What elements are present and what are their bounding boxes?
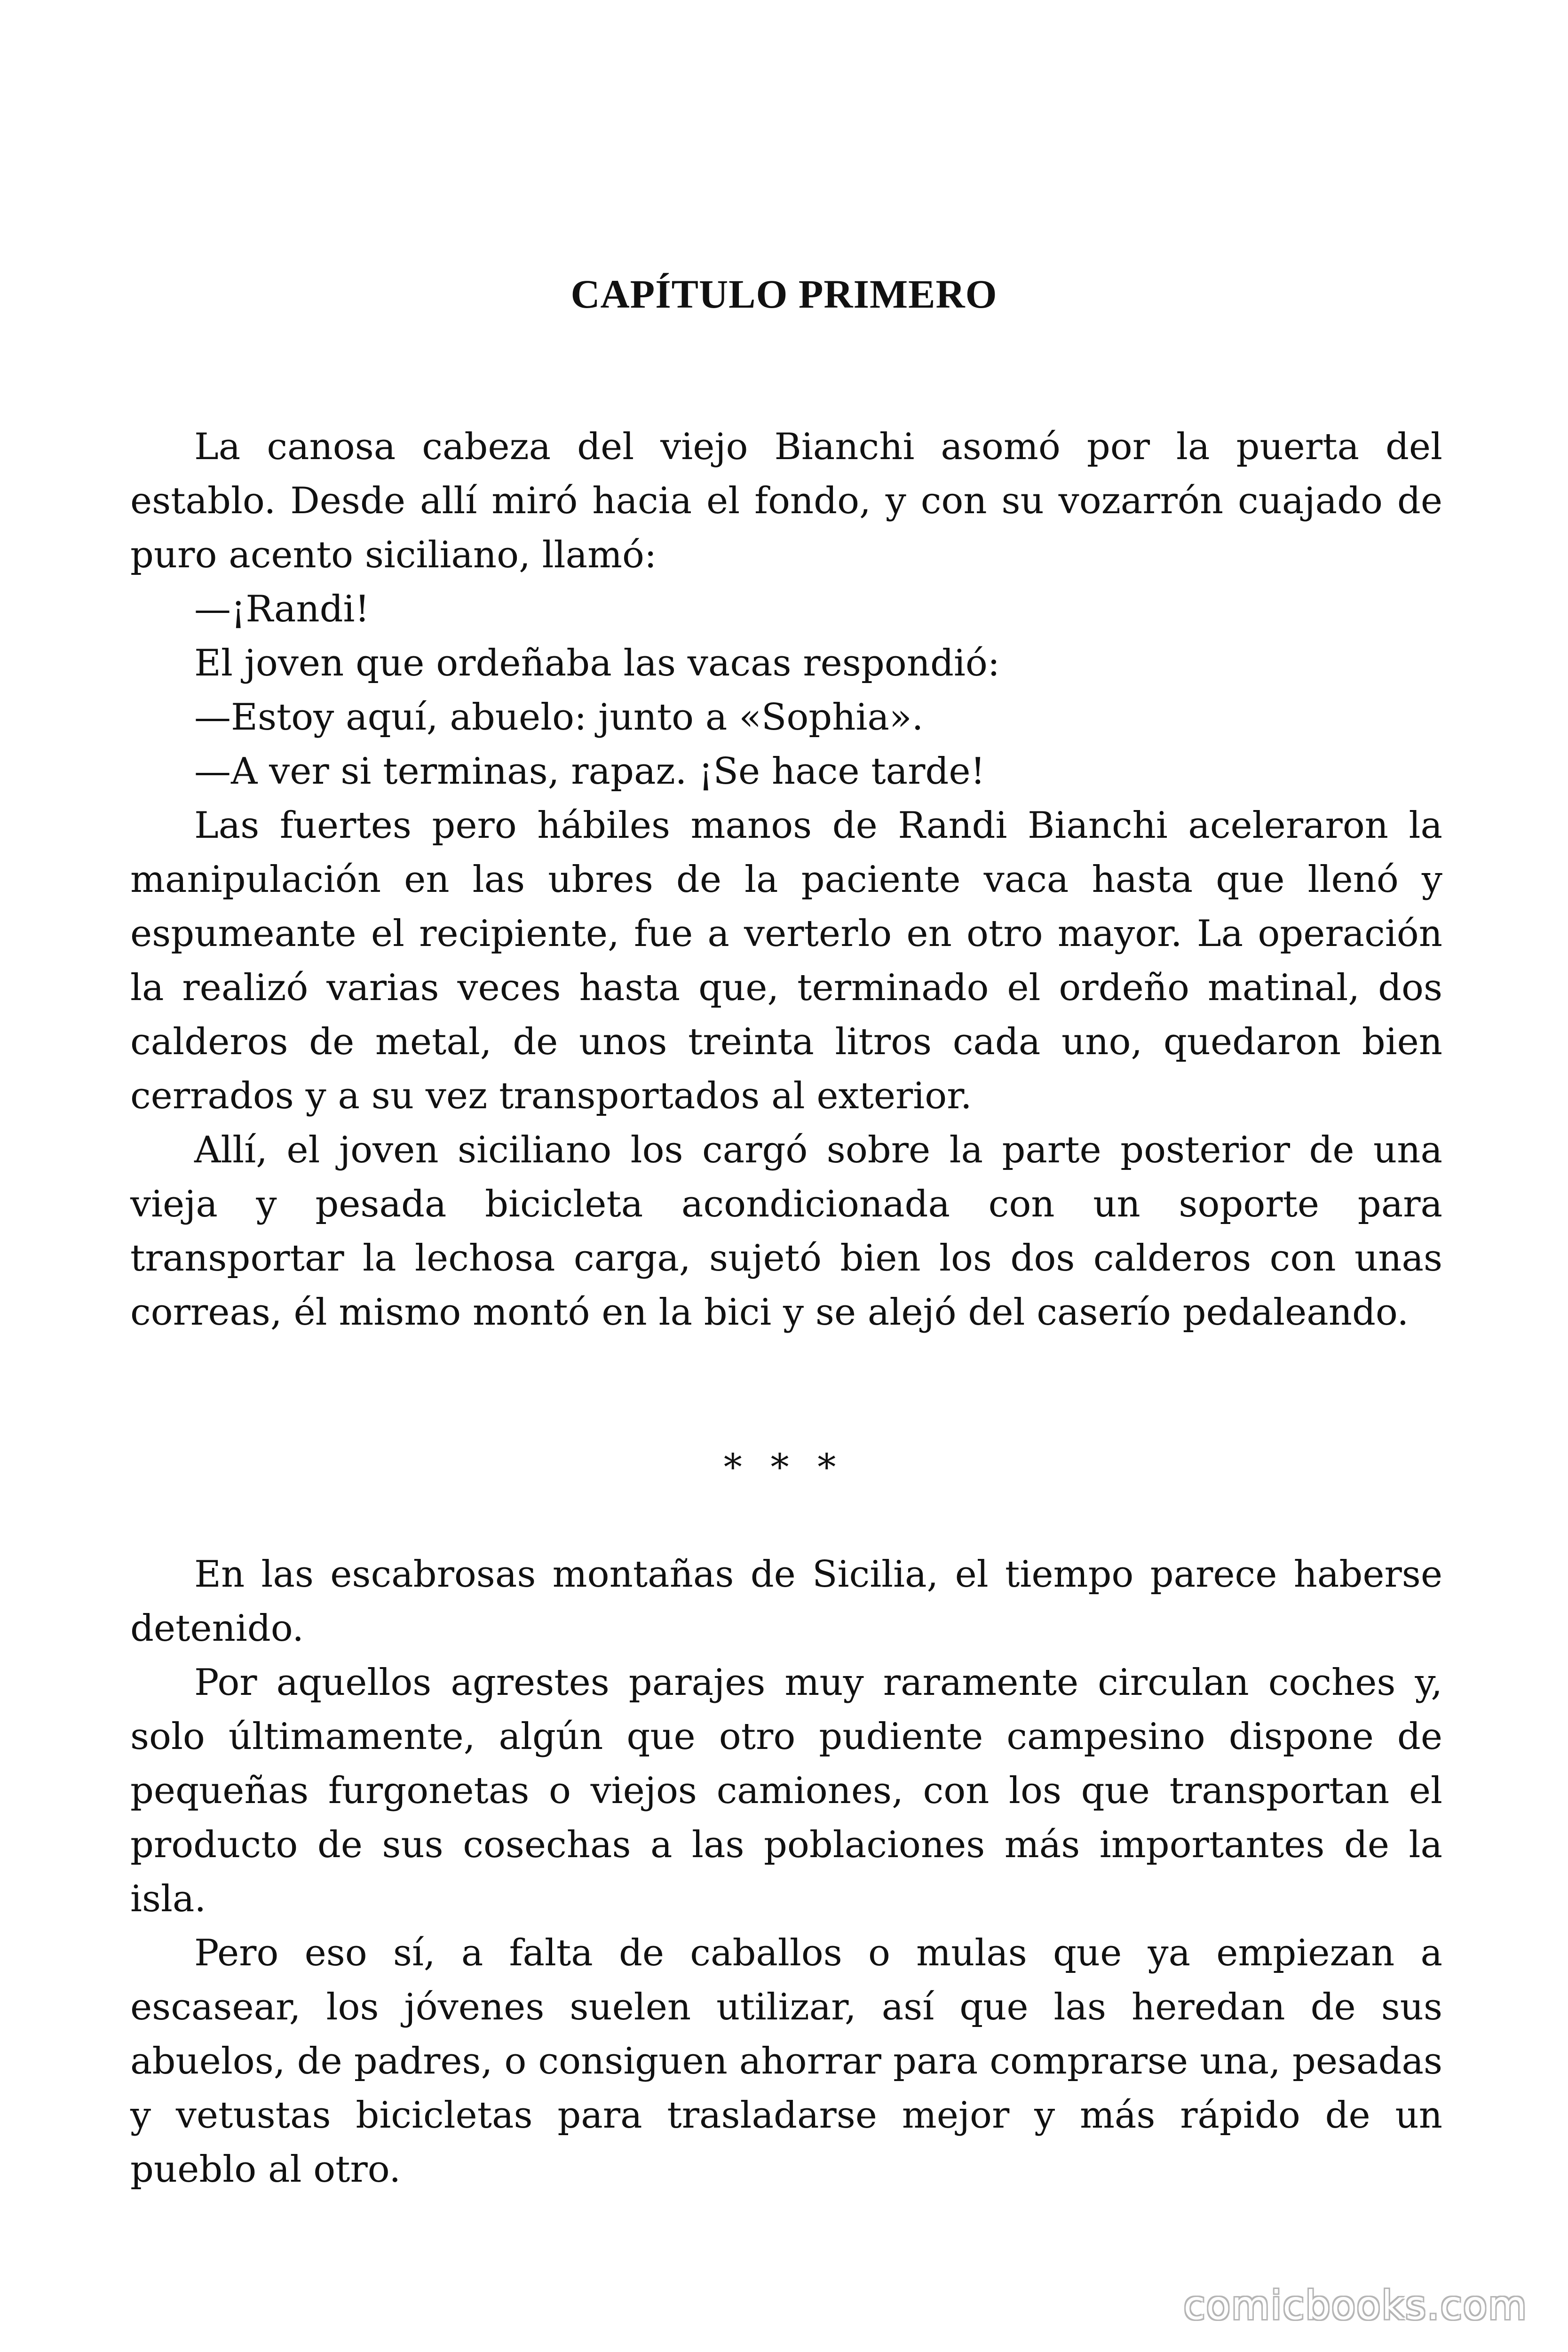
paragraph: —Estoy aquí, abuelo: junto a «Sophia». (194, 696, 924, 739)
paragraph: —A ver si terminas, rapaz. ¡Se hace tarde! (194, 750, 985, 793)
chapter-title: CAPÍTULO PRIMERO (570, 271, 998, 317)
paragraph: —¡Randi! (194, 588, 370, 630)
section-1-text (130, 420, 1442, 1340)
paragraph: El joven que ordeñaba las vacas respondió: (194, 642, 1000, 684)
paragraph: Las fuertes pero hábiles manos de Randi Bianchi aceleraron la manipulación en las ubres de la paciente vaca hasta que llenó y espumeante el recipiente, fue a verterlo en otro mayor. La operación la realizó varias veces hasta que, terminado el ordeño matinal, dos calderos de metal, de unos treinta litros cada uno, quedaron bien cerrados y a su vez transportados al exterior. (130, 804, 1442, 1117)
scene-break: * * * (723, 1446, 845, 1489)
section-2-text (130, 1548, 1442, 2197)
watermark: comicbooks.com (1183, 2282, 1528, 2328)
paragraph: En las escabrosas montañas de Sicilia, el tiempo parece haberse detenido. (130, 1553, 1442, 1650)
paragraph: Pero eso sí, a falta de caballos o mulas que ya empiezan a escasear, los jóvenes suelen utilizar, así que las heredan de sus abuelos, de padres, o consiguen ahorrar para comprarse una, pesadas y vetustas bicicletas para trasladarse mejor y más rápido de un pueblo al otro. (130, 1932, 1442, 2191)
paragraph: Allí, el joven siciliano los cargó sobre la parte posterior de una vieja y pesada bicicleta acondicionada con un soporte para transportar la lechosa carga, sujetó bien los dos calderos con unas correas, él mismo montó en la bici y se alejó del caserío pedaleando. (130, 1129, 1442, 1334)
paragraph: Por aquellos agrestes parajes muy raramente circulan coches y, solo últimamente, algún que otro pudiente campesino dispone de pequeñas furgonetas o viejos camiones, con los que transportan el producto de sus cosechas a las poblaciones más importantes de la isla. (130, 1661, 1442, 1920)
paragraph: La canosa cabeza del viejo Bianchi asomó por la puerta del establo. Desde allí miró hacia el fondo, y con su vozarrón cuajado de puro acento siciliano, llamó: (130, 426, 1442, 576)
